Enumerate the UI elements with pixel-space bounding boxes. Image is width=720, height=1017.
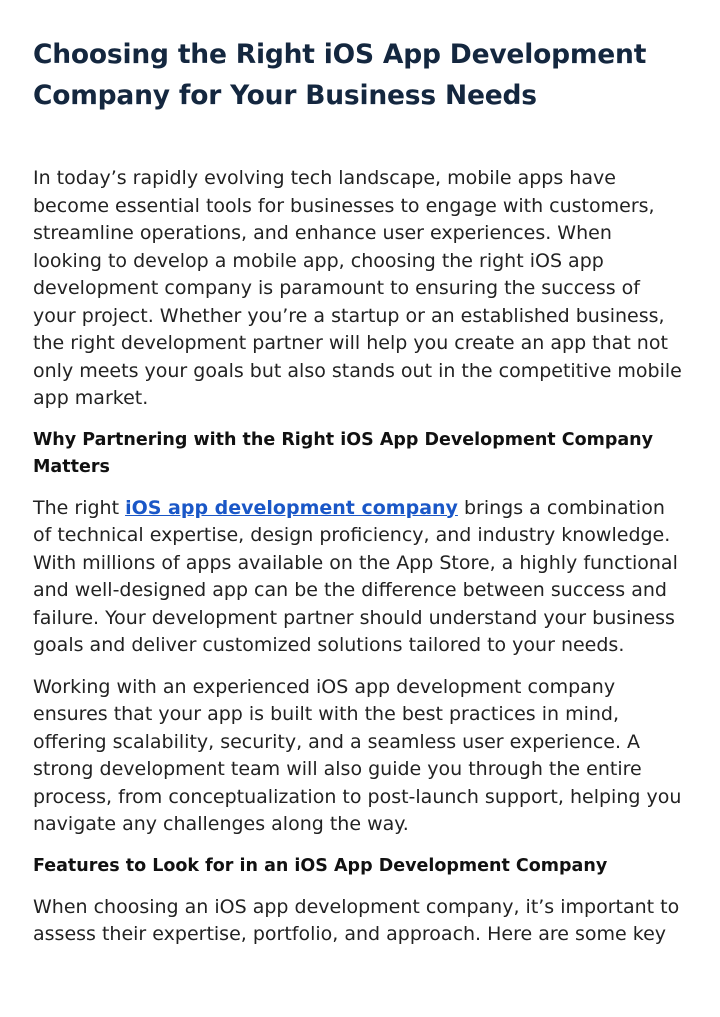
section1-paragraph-2: Working with an experienced iOS app development company ensures that your app is built with the best practices in mind, offering scalability, security, and a seamless user experience. A strong development team will also guide you through the entire process, from conceptualization to post-launch support, helping you navigate any challenges along the way. bbox=[33, 675, 682, 835]
document-title: Choosing the Right iOS App Development Company for Your Business Needs bbox=[33, 39, 647, 111]
section1-paragraph-1-rest: brings a combination of technical expertise, design proficiency, and industry knowledge. With millions of apps available on the App Store, a highly functional and well-designed app can be the difference between success and failure. Your development partner should understand your business goals and deliver customized solutions tailored to your needs. bbox=[33, 496, 678, 656]
section1-paragraph-1 bbox=[33, 495, 686, 660]
section-heading-why-partnering: Why Partnering with the Right iOS App Development Company Matters bbox=[33, 429, 654, 477]
section-heading-features: Features to Look for in an iOS App Development Company bbox=[33, 855, 608, 876]
section1-paragraph-1-lead: The right bbox=[33, 496, 126, 519]
section2-paragraph-1: When choosing an iOS app development company, it’s important to assess their expertise, portfolio, and approach. Here are some key bbox=[33, 895, 680, 945]
ios-app-development-company-link[interactable]: iOS app development company bbox=[125, 496, 458, 519]
intro-paragraph: In today’s rapidly evolving tech landscape, mobile apps have become essential tools for businesses to engage with customers, streamline operations, and enhance user experiences. When looking to develop a mobile app, choosing the right iOS app development company is paramount to ensuring the success of your project. Whether you’re a startup or an established business, the right development partner will help you create an app that not only meets your goals but also stands out in the competitive mobile app market. bbox=[33, 167, 682, 409]
